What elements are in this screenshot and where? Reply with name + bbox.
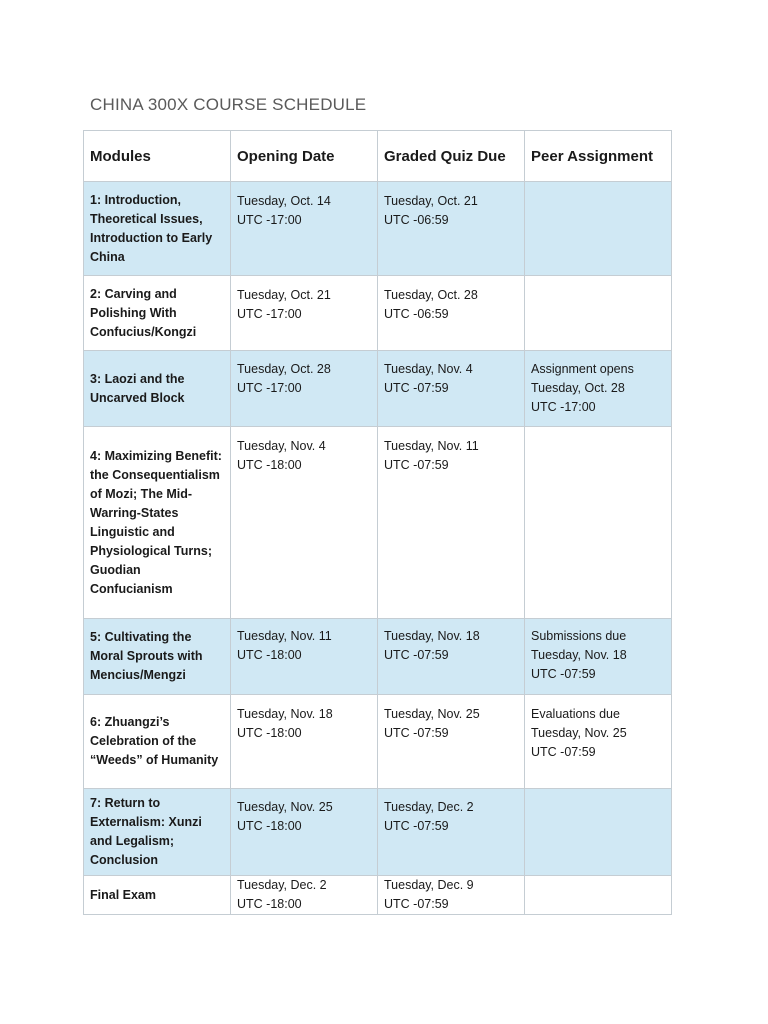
quiz-line: UTC -06:59 (384, 213, 449, 227)
table-row (84, 427, 672, 619)
quiz-line: UTC -07:59 (384, 897, 449, 911)
peer-line: UTC -17:00 (531, 400, 596, 414)
quiz-due-cell (378, 182, 525, 276)
opening-line: UTC -17:00 (237, 381, 302, 395)
peer-line: Tuesday, Nov. 25 (531, 726, 627, 740)
quiz-line: UTC -06:59 (384, 307, 449, 321)
opening-date-cell (231, 789, 378, 876)
opening-date-cell (231, 276, 378, 351)
peer-assignment-cell (525, 695, 672, 789)
header-modules: Modules (84, 131, 231, 182)
opening-date-cell (231, 619, 378, 695)
opening-line: Tuesday, Oct. 21 (237, 288, 331, 302)
quiz-line: Tuesday, Nov. 11 (384, 439, 479, 453)
peer-assignment-cell (525, 351, 672, 427)
module-cell: 2: Carving and Polishing With Confucius/Kongzi (84, 276, 231, 351)
opening-line: UTC -18:00 (237, 726, 302, 740)
table-row (84, 619, 672, 695)
opening-line: UTC -18:00 (237, 897, 302, 911)
peer-line: UTC -07:59 (531, 745, 596, 759)
quiz-line: Tuesday, Dec. 2 (384, 800, 474, 814)
peer-line: Tuesday, Nov. 18 (531, 648, 627, 662)
quiz-due-cell (378, 876, 525, 915)
opening-line: UTC -18:00 (237, 458, 302, 472)
module-cell: Final Exam (84, 876, 231, 915)
quiz-due-cell (378, 789, 525, 876)
quiz-line: UTC -07:59 (384, 726, 449, 740)
opening-line: Tuesday, Nov. 11 (237, 629, 332, 643)
peer-line: Submissions due (531, 629, 627, 643)
quiz-line: UTC -07:59 (384, 819, 449, 833)
opening-line: Tuesday, Nov. 25 (237, 800, 333, 814)
peer-assignment-cell (525, 427, 672, 619)
table-row (84, 351, 672, 427)
peer-assignment-cell (525, 789, 672, 876)
opening-line: UTC -18:00 (237, 819, 302, 833)
opening-line: Tuesday, Oct. 14 (237, 194, 331, 208)
peer-line: UTC -07:59 (531, 667, 596, 681)
peer-assignment-cell (525, 876, 672, 915)
table-row (84, 876, 672, 915)
quiz-line: Tuesday, Nov. 4 (384, 362, 473, 376)
opening-line: Tuesday, Dec. 2 (237, 878, 327, 892)
opening-line: UTC -17:00 (237, 307, 302, 321)
quiz-line: Tuesday, Oct. 21 (384, 194, 478, 208)
opening-date-cell (231, 182, 378, 276)
page-title: CHINA 300X COURSE SCHEDULE (90, 95, 367, 114)
peer-line: Evaluations due (531, 707, 620, 721)
quiz-line: Tuesday, Dec. 9 (384, 878, 474, 892)
opening-line: Tuesday, Nov. 18 (237, 707, 333, 721)
opening-date-cell (231, 695, 378, 789)
quiz-due-cell (378, 619, 525, 695)
peer-assignment-cell (525, 182, 672, 276)
quiz-line: Tuesday, Oct. 28 (384, 288, 478, 302)
opening-date-cell (231, 427, 378, 619)
schedule-table (83, 130, 672, 915)
peer-line: Tuesday, Oct. 28 (531, 381, 625, 395)
quiz-line: UTC -07:59 (384, 458, 449, 472)
opening-line: Tuesday, Oct. 28 (237, 362, 331, 376)
quiz-line: Tuesday, Nov. 18 (384, 629, 480, 643)
quiz-line: UTC -07:59 (384, 381, 449, 395)
opening-line: Tuesday, Nov. 4 (237, 439, 326, 453)
quiz-line: UTC -07:59 (384, 648, 449, 662)
module-cell: 5: Cultivating the Moral Sprouts with Mencius/Mengzi (84, 619, 231, 695)
quiz-line: Tuesday, Nov. 25 (384, 707, 480, 721)
quiz-due-cell (378, 276, 525, 351)
opening-line: UTC -17:00 (237, 213, 302, 227)
opening-line: UTC -18:00 (237, 648, 302, 662)
table-row (84, 789, 672, 876)
quiz-due-cell (378, 427, 525, 619)
module-cell: 6: Zhuangzi’s Celebration of the “Weeds” of Humanity (84, 695, 231, 789)
quiz-due-cell (378, 351, 525, 427)
table-row (84, 182, 672, 276)
table-header-row (84, 131, 672, 182)
peer-assignment-cell (525, 276, 672, 351)
module-cell: 1: Introduction, Theoretical Issues, Introduction to Early China (84, 182, 231, 276)
quiz-due-cell (378, 695, 525, 789)
opening-date-cell (231, 351, 378, 427)
table-row (84, 276, 672, 351)
module-cell: 4: Maximizing Benefit: the Consequentialism of Mozi; The Mid-Warring-States Linguistic and Physiological Turns; Guodian Confucianism (84, 427, 231, 619)
peer-assignment-cell (525, 619, 672, 695)
module-cell: 3: Laozi and the Uncarved Block (84, 351, 231, 427)
module-cell: 7: Return to Externalism: Xunzi and Legalism; Conclusion (84, 789, 231, 876)
header-opening-date: Opening Date (231, 131, 378, 182)
opening-date-cell (231, 876, 378, 915)
table-row (84, 695, 672, 789)
header-peer-assignment: Peer Assignment (525, 131, 672, 182)
peer-line: Assignment opens (531, 362, 634, 376)
header-graded-quiz-due: Graded Quiz Due (378, 131, 525, 182)
